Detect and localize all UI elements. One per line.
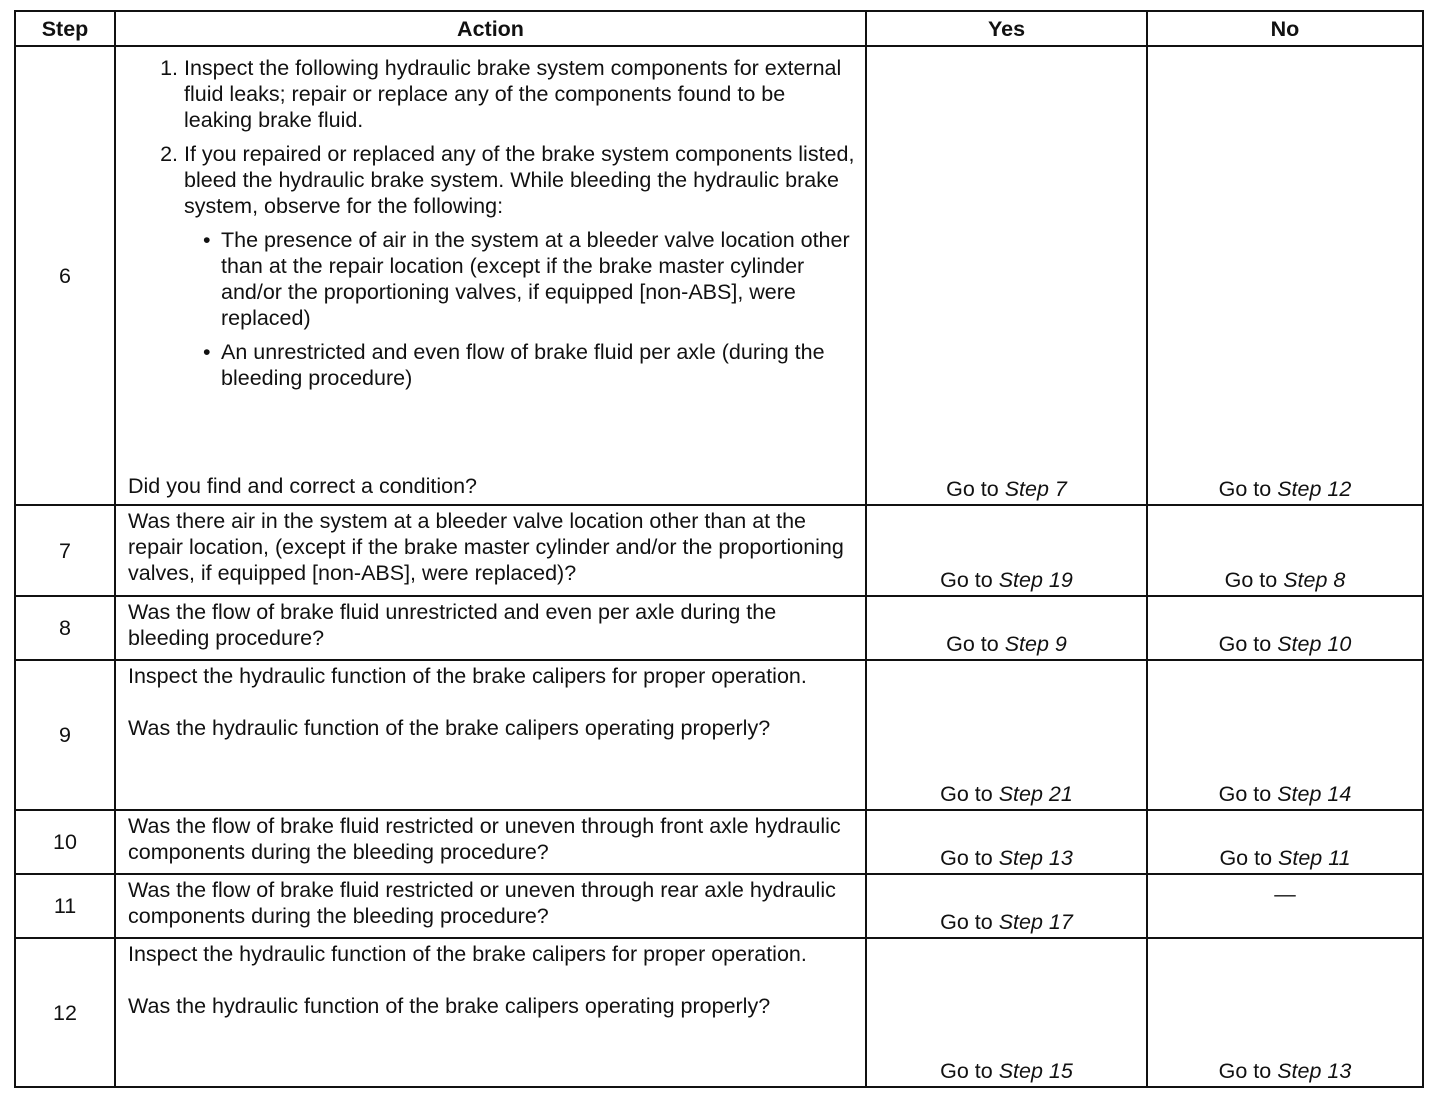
header-action: Action [115, 11, 866, 46]
header-yes: Yes [866, 11, 1147, 46]
bullet-list [184, 227, 857, 391]
no-cell [1147, 938, 1423, 1087]
step-number: 6 [15, 46, 115, 505]
step-number: 12 [15, 938, 115, 1087]
action-cell [115, 874, 866, 938]
step-link[interactable]: Step 15 [998, 1059, 1073, 1083]
table-row [15, 938, 1423, 1087]
go-to-label: Go to [940, 1059, 993, 1083]
step-link[interactable]: Step 13 [1277, 1059, 1352, 1083]
no-cell [1147, 596, 1423, 660]
list-item [184, 141, 857, 391]
action-cell [115, 596, 866, 660]
action-cell [115, 810, 866, 874]
question-text: Was the flow of brake fluid unrestricted and even per axle during the bleeding procedure? [128, 600, 777, 650]
step-link[interactable]: Step 8 [1283, 568, 1346, 592]
go-to-label: Go to [1218, 477, 1272, 501]
question-text: Was there air in the system at a bleeder valve location other than at the repair location, (except if the brake master cylinder and/or the proportioning valves, if equipped [non-ABS], were replaced)? [128, 509, 844, 585]
no-cell [1147, 46, 1423, 505]
step-link[interactable]: Step 17 [998, 910, 1073, 934]
go-to-label: Go to [946, 632, 999, 656]
numbered-list [128, 55, 857, 391]
step-number: 9 [15, 660, 115, 810]
question-text: Was the hydraulic function of the brake calipers operating properly? [128, 994, 771, 1018]
go-to-label: Go to [1218, 632, 1272, 656]
list-item: 1. Inspect the following hydraulic brake system components for external fluid leaks; repair or replace any of the components found to be leaking brake fluid. [184, 55, 857, 133]
question-text: Did you find and correct a condition? [128, 474, 477, 498]
step-number: 11 [15, 874, 115, 938]
yes-cell [866, 46, 1147, 505]
yes-cell [866, 810, 1147, 874]
instruction-text: Inspect the hydraulic function of the brake calipers for proper operation. [128, 942, 807, 966]
step-link[interactable]: Step 7 [1004, 477, 1067, 501]
go-to-label: Go to [940, 568, 993, 592]
table-row [15, 596, 1423, 660]
yes-cell [866, 505, 1147, 596]
step-link[interactable]: Step 19 [998, 568, 1073, 592]
header-step: Step [15, 11, 115, 46]
no-cell [1147, 505, 1423, 596]
go-to-label: Go to [1224, 568, 1278, 592]
diagnostic-table [14, 10, 1424, 1088]
step-link[interactable]: Step 14 [1277, 782, 1352, 806]
step-link[interactable]: Step 11 [1278, 846, 1351, 870]
step-link[interactable]: Step 13 [998, 846, 1073, 870]
action-cell [115, 46, 866, 505]
step-number: 8 [15, 596, 115, 660]
yes-cell [866, 938, 1147, 1087]
no-cell-dash: — [1147, 874, 1423, 938]
step-link[interactable]: Step 21 [998, 782, 1073, 806]
step-number: 10 [15, 810, 115, 874]
header-row [15, 11, 1423, 46]
question-text: Was the flow of brake fluid restricted or uneven through rear axle hydraulic components during the bleeding procedure? [128, 878, 836, 928]
table-row [15, 810, 1423, 874]
go-to-label: Go to [940, 846, 993, 870]
question-text: Was the hydraulic function of the brake calipers operating properly? [128, 716, 771, 740]
question-text: Was the flow of brake fluid restricted or uneven through front axle hydraulic components during the bleeding procedure? [128, 814, 841, 864]
yes-cell [866, 874, 1147, 938]
go-to-label: Go to [1219, 846, 1273, 870]
bullet-item: • The presence of air in the system at a bleeder valve location other than at the repair location (except if the brake master cylinder and/or the proportioning valves, if equipped [non-ABS], were replaced) [221, 227, 857, 331]
step-link[interactable]: Step 12 [1277, 477, 1352, 501]
go-to-label: Go to [946, 477, 999, 501]
step-link[interactable]: Step 9 [1004, 632, 1067, 656]
table-row [15, 46, 1423, 505]
yes-cell [866, 596, 1147, 660]
yes-cell [866, 660, 1147, 810]
go-to-label: Go to [940, 782, 993, 806]
instruction-text: Inspect the hydraulic function of the brake calipers for proper operation. [128, 664, 807, 688]
list-item-text: If you repaired or replaced any of the brake system components listed, bleed the hydraulic brake system. While bleeding the hydraulic brake system, observe for the following: [184, 142, 855, 218]
header-no: No [1147, 11, 1423, 46]
bullet-item: • An unrestricted and even flow of brake fluid per axle (during the bleeding procedure) [221, 339, 857, 391]
step-number: 7 [15, 505, 115, 596]
go-to-label: Go to [1218, 782, 1272, 806]
no-cell [1147, 660, 1423, 810]
action-cell [115, 938, 866, 1087]
step-link[interactable]: Step 10 [1277, 632, 1352, 656]
table-row [15, 660, 1423, 810]
action-cell [115, 660, 866, 810]
go-to-label: Go to [1218, 1059, 1272, 1083]
table-row [15, 874, 1423, 938]
table-row [15, 505, 1423, 596]
go-to-label: Go to [940, 910, 993, 934]
no-cell [1147, 810, 1423, 874]
action-cell [115, 505, 866, 596]
